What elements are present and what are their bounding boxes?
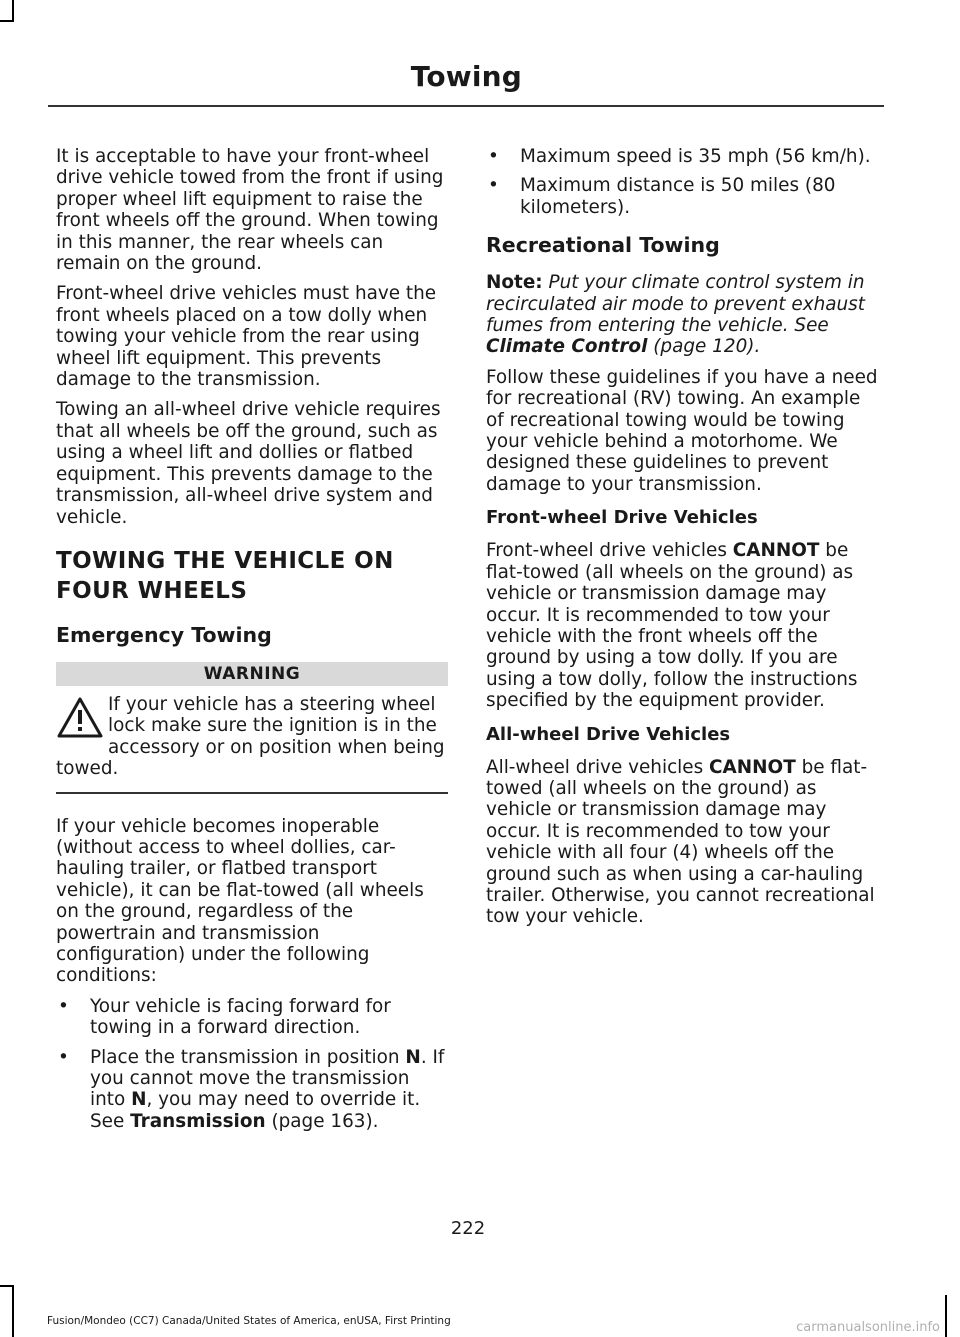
subsection-heading: Emergency Towing — [56, 622, 272, 647]
emphasis: CANNOT — [732, 540, 820, 562]
gear-position-n: N — [405, 1046, 421, 1068]
page-header-title: Towing — [410, 60, 522, 93]
cross-reference-link[interactable]: Transmission — [130, 1110, 266, 1132]
crop-mark-bottom-left — [12, 1285, 14, 1337]
paragraph — [486, 540, 882, 711]
warning-rule — [56, 792, 448, 794]
cross-reference-link[interactable]: Climate Control — [486, 336, 648, 358]
crop-mark-bottom-left-h — [0, 1285, 14, 1287]
emphasis: CANNOT — [709, 756, 796, 778]
list-item-text: Maximum speed is 35 mph (56 km/h). — [520, 146, 871, 167]
header-rule — [48, 105, 884, 107]
list-item — [56, 996, 448, 1039]
minor-heading: Front-wheel Drive Vehicles — [486, 507, 758, 529]
crop-mark-top-left — [12, 0, 14, 22]
subsection-heading: Recreational Towing — [486, 233, 720, 258]
warning-label: WARNING — [56, 662, 448, 686]
paragraph-text: be flat-towed (all wheels on the ground) as vehicle or transmission damage may occur. It is recommended to tow your vehicle with all four (4) wheels off the ground such as when using a car-hauling trailer. Otherwise, you cannot recreational tow your vehicle. — [486, 756, 875, 928]
watermark: carmanualsonline.info — [796, 1320, 940, 1335]
list-item-text: Maximum distance is 50 miles (80 kilometers). — [520, 175, 836, 218]
paragraph: Front-wheel drive vehicles must have the front wheels placed on a tow dolly when towing your vehicle from the rear using wheel lift equipment. This prevents damage to the transmission. — [56, 283, 437, 391]
bullet: • — [488, 175, 499, 197]
warning-box — [56, 694, 448, 780]
gear-position-n: N — [131, 1089, 147, 1111]
page-number: 222 — [450, 1218, 486, 1239]
paragraph: Towing an all-wheel drive vehicle requires that all wheels be off the ground, such as using a wheel lift and dollies or flatbed equipment. This prevents damage to the transmission, all-wheel drive system and vehicle. — [56, 399, 441, 528]
list-item — [486, 146, 882, 167]
paragraph-text: be flat-towed (all wheels on the ground) as vehicle or transmission damage may occur. It is recommended to tow your vehicle with the front wheels off the ground by using a tow dolly. If you are using a tow dolly, follow the instructions specified by the equipment provider. — [486, 540, 858, 712]
section-heading-line: FOUR WHEELS — [56, 577, 248, 604]
paragraph: Follow these guidelines if you have a need for recreational (RV) towing. An example of recreational towing would be towing your vehicle behind a motorhome. We designed these guidelines to prevent damage to your transmission. — [486, 366, 878, 495]
crop-mark-bottom-right — [945, 1295, 947, 1337]
bullet-list — [56, 996, 448, 1132]
page-reference: (page 120). — [647, 336, 761, 358]
list-item — [486, 175, 882, 218]
bullet: • — [58, 995, 69, 1017]
paragraph-text: Front-wheel drive vehicles — [486, 540, 733, 562]
paragraph-text: All-wheel drive vehicles — [486, 756, 710, 778]
paragraph: It is acceptable to have your front-wheel drive vehicle towed from the front if using proper wheel lift equipment to raise the front wheels off the ground. When towing in this manner, the rear wheels can remain on the ground. — [56, 146, 444, 275]
section-heading-line: TOWING THE VEHICLE ON — [56, 547, 394, 574]
note — [486, 272, 882, 358]
list-item-text: , you may need to override it. See — [90, 1089, 421, 1132]
paragraph: If your vehicle becomes inoperable (without access to wheel dollies, car-hauling trailer, or flatbed transport vehicle), it can be flat-towed (all wheels on the ground, regardless of the powertrain and transmission configuration) under the following conditions: — [56, 815, 424, 987]
list-item — [56, 1047, 448, 1133]
footer-text: Fusion/Mondeo (CC7) Canada/United States of America, enUSA, First Printing — [47, 1315, 451, 1327]
bullet-list — [486, 146, 882, 218]
list-item-text: Place the transmission in position — [90, 1046, 406, 1068]
list-item-text: . If you cannot move the transmission into — [90, 1046, 445, 1111]
warning-text: If your vehicle has a steering wheel lock make sure the ignition is in the accessory or on position when being towed. — [56, 693, 445, 780]
note-label: Note: — [486, 272, 543, 294]
note-text: Put your climate control system in recirculated air mode to prevent exhaust fumes from entering the vehicle. See — [486, 272, 865, 337]
warning-triangle-icon — [56, 696, 104, 740]
minor-heading: All-wheel Drive Vehicles — [486, 723, 731, 745]
left-column — [56, 146, 448, 1140]
right-column — [486, 146, 882, 937]
bullet: • — [488, 146, 499, 167]
list-item-text: Your vehicle is facing forward for towing in a forward direction. — [90, 995, 391, 1039]
crop-mark-top-left-h — [0, 20, 14, 22]
paragraph — [486, 757, 882, 928]
bullet: • — [58, 1046, 69, 1068]
section-heading — [56, 546, 448, 606]
page-reference: (page 163). — [265, 1110, 379, 1132]
